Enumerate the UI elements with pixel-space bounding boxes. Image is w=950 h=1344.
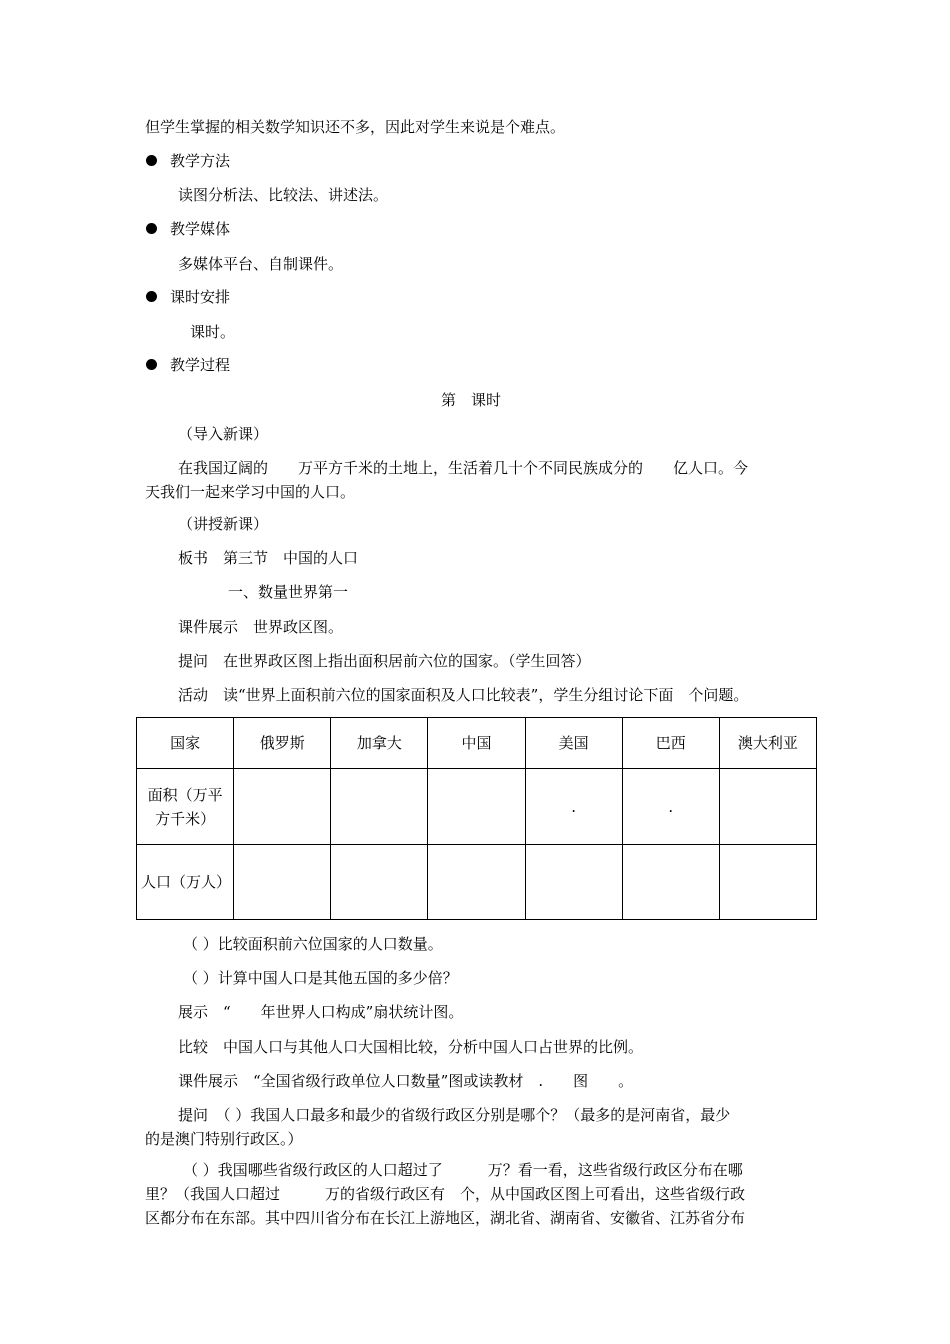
question2-line1: 提问 （ ）我国人口最多和最少的省级行政区分别是哪个？（最多的是河南省，最少 bbox=[178, 1106, 731, 1124]
bullet-icon bbox=[146, 291, 157, 302]
schedule-text: 课时。 bbox=[190, 323, 236, 341]
board-text: 板书 第三节 中国的人口 bbox=[178, 549, 359, 567]
table-header-cell: 美国 bbox=[525, 718, 622, 769]
table-header-cell: 国家 bbox=[137, 718, 234, 769]
table-cell bbox=[719, 769, 816, 845]
subheading: 一、数量世界第一 bbox=[228, 583, 349, 601]
media-text: 多媒体平台、自制课件。 bbox=[178, 255, 344, 273]
new-lesson-label: （讲授新课） bbox=[178, 515, 269, 533]
section-heading-process: 教学过程 bbox=[170, 356, 231, 374]
table-cell bbox=[525, 845, 622, 920]
compare-line: 比较 中国人口与其他人口大国相比较，分析中国人口占世界的比例。 bbox=[178, 1038, 644, 1056]
table-header-cell: 巴西 bbox=[622, 718, 719, 769]
table-cell: . bbox=[622, 769, 719, 845]
question3-line2: 里？（我国人口超过 万的省级行政区有 个，从中国政区图上可看出，这些省级行政 bbox=[145, 1185, 746, 1203]
table-cell bbox=[234, 845, 331, 920]
table-header-cell: 中国 bbox=[428, 718, 525, 769]
table-cell bbox=[428, 769, 525, 845]
section-heading-schedule: 课时安排 bbox=[170, 288, 231, 306]
table-header-cell: 加拿大 bbox=[331, 718, 428, 769]
bullet-icon bbox=[146, 155, 157, 166]
intro-label: （导入新课） bbox=[178, 425, 269, 443]
bullet-icon bbox=[146, 359, 157, 370]
activity-line: 活动 读“世界上面积前六位的国家面积及人口比较表”，学生分组讨论下面 个问题。 bbox=[178, 686, 749, 704]
courseware-line: 课件展示 世界政区图。 bbox=[178, 618, 344, 636]
table-header-row bbox=[137, 718, 817, 769]
question2-line2: 的是澳门特别行政区。） bbox=[145, 1130, 303, 1148]
intro-paragraph-line2: 天我们一起来学习中国的人口。 bbox=[145, 483, 356, 501]
table-row bbox=[137, 769, 817, 845]
table-cell: . bbox=[525, 769, 622, 845]
table-cell bbox=[331, 769, 428, 845]
table-row bbox=[137, 845, 817, 920]
row-label-population: 人口（万人） bbox=[137, 845, 234, 920]
table-cell bbox=[234, 769, 331, 845]
bullet-icon bbox=[146, 223, 157, 234]
question3-line1: （ ）我国哪些省级行政区的人口超过了 万？看一看，这些省级行政区分布在哪 bbox=[183, 1161, 743, 1179]
intro-paragraph-line1: 在我国辽阔的 万平方千米的土地上，生活着几十个不同民族成分的 亿人口。今 bbox=[178, 459, 749, 477]
lesson-title: 第 课时 bbox=[441, 391, 502, 409]
courseware-line-2: 课件展示 “全国省级行政单位人口数量”图或读教材 . 图 。 bbox=[178, 1072, 634, 1090]
section-heading-media: 教学媒体 bbox=[170, 220, 231, 238]
table-cell bbox=[331, 845, 428, 920]
question-b: （ ）计算中国人口是其他五国的多少倍？ bbox=[183, 969, 458, 987]
question3-line3: 区都分布在东部。其中四川省分布在长江上游地区，湖北省、湖南省、安徽省、江苏省分布 bbox=[145, 1209, 746, 1227]
display-line: 展示 “ 年世界人口构成”扇状统计图。 bbox=[178, 1003, 464, 1021]
table-cell bbox=[719, 845, 816, 920]
table-cell bbox=[622, 845, 719, 920]
method-text: 读图分析法、比较法、讲述法。 bbox=[178, 186, 389, 204]
comparison-table bbox=[136, 717, 817, 920]
question-a: （ ）比较面积前六位国家的人口数量。 bbox=[183, 935, 443, 953]
intro-line: 但学生掌握的相关数学知识还不多，因此对学生来说是个难点。 bbox=[145, 118, 566, 136]
table-header-cell: 澳大利亚 bbox=[719, 718, 816, 769]
row-label-area: 面积（万平方千米） bbox=[137, 769, 234, 845]
table-cell bbox=[428, 845, 525, 920]
section-heading-method: 教学方法 bbox=[170, 152, 231, 170]
question-line: 提问 在世界政区图上指出面积居前六位的国家。（学生回答） bbox=[178, 652, 591, 670]
table-header-cell: 俄罗斯 bbox=[234, 718, 331, 769]
